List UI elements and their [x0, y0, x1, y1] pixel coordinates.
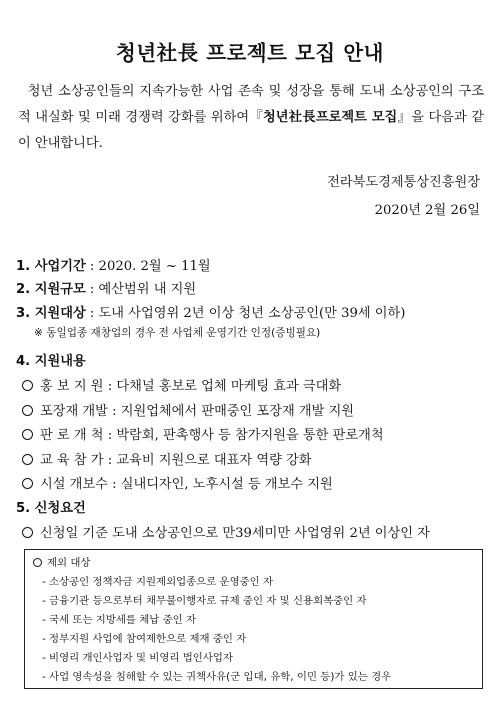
section-requirements — [16, 497, 86, 516]
section-target-value: : 도내 사업영위 2년 이상 청년 소상공인(만 39세 이하) — [85, 306, 406, 321]
support-item — [22, 375, 341, 394]
section-target — [16, 302, 405, 321]
target-note: ※ 동일업종 재창업의 경우 전 사업체 운영기간 인정(증빙필요) — [34, 327, 321, 339]
support-item — [22, 449, 311, 468]
exclusion-item: - 소상공인 정책자금 지원제외업종으로 운영중인 자 — [42, 576, 274, 588]
exclusion-item: - 비영리 개인사업자 및 비영리 법인사업자 — [42, 652, 233, 664]
section-period-value: : 2020. 2월 ~ 11월 — [85, 259, 211, 274]
section-requirements-heading: 5. 신청요건 — [16, 501, 86, 516]
section-scale — [16, 278, 196, 297]
exclusion-item: - 정부지원 사업에 참여제한으로 제재 중인 자 — [42, 633, 247, 645]
issuer-name: 전라북도경제통상진흥원장 — [327, 175, 480, 190]
requirement-item — [22, 522, 430, 541]
requirement-item-text: 신청일 기준 도내 소상공인으로 만39세미만 사업영위 2년 이상인 자 — [40, 526, 430, 541]
issue-date: 2020년 2월 26일 — [374, 203, 480, 218]
exclusion-heading-row — [33, 554, 90, 569]
exclusion-item: - 금융기관 등으로부터 채무불이행자로 규제 중인 자 및 신용회복중인 자 — [42, 595, 367, 607]
support-item — [22, 473, 333, 492]
support-item — [22, 424, 384, 443]
section-period-heading: 1. 사업기간 — [16, 259, 86, 274]
exclusion-box — [24, 549, 483, 689]
support-item-text: 홍 보 지 원 : 다채널 홍보로 업체 마케팅 효과 극대화 — [40, 379, 342, 394]
intro-paragraph — [18, 79, 484, 157]
support-item — [22, 400, 354, 419]
circle-bullet-icon — [22, 478, 33, 489]
circle-bullet-icon — [22, 405, 33, 416]
support-item-text: 판 로 개 척 : 박람회, 판촉행사 등 참가지원을 통한 판로개척 — [40, 428, 384, 443]
section-target-heading: 3. 지원대상 — [16, 306, 86, 321]
intro-text-after: 』을 다음과 같이 안내합니다. — [18, 110, 484, 151]
exclusion-item: - 국세 또는 지방세를 체납 중인 자 — [42, 614, 197, 626]
section-period — [16, 255, 211, 274]
support-item-text: 포장재 개발 : 지원업체에서 판매중인 포장재 개발 지원 — [40, 404, 355, 419]
exclusion-heading: 제외 대상 — [47, 557, 91, 569]
circle-bullet-icon — [22, 429, 33, 440]
section-contents-heading: 4. 지원내용 — [16, 354, 86, 369]
intro-text-before: 청년 소상공인들의 지속가능한 사업 존속 및 성장을 통해 도내 소상공인의 구조적 내실화 및 미래 경쟁력 강화를 위하여『 — [18, 84, 484, 125]
section-scale-value: : 예산범위 내 지원 — [85, 282, 197, 297]
circle-bullet-icon — [22, 527, 33, 538]
exclusion-item: - 사업 영속성을 침해할 수 있는 귀책사유(군 입대, 유학, 이민 등)가 있는 경우 — [42, 671, 392, 683]
circle-bullet-icon — [22, 380, 33, 391]
circle-bullet-icon — [33, 558, 42, 567]
support-item-text: 교 육 참 가 : 교육비 지원으로 대표자 역량 강화 — [40, 453, 312, 468]
section-scale-heading: 2. 지원규모 — [16, 282, 86, 297]
intro-highlight: 청년社長프로젝트 모집 — [263, 110, 398, 125]
page-title: 청년社長 프로젝트 모집 안내 — [116, 41, 384, 65]
section-contents — [16, 350, 86, 369]
circle-bullet-icon — [22, 454, 33, 465]
support-item-text: 시설 개보수 : 실내디자인, 노후시설 등 개보수 지원 — [40, 477, 333, 492]
